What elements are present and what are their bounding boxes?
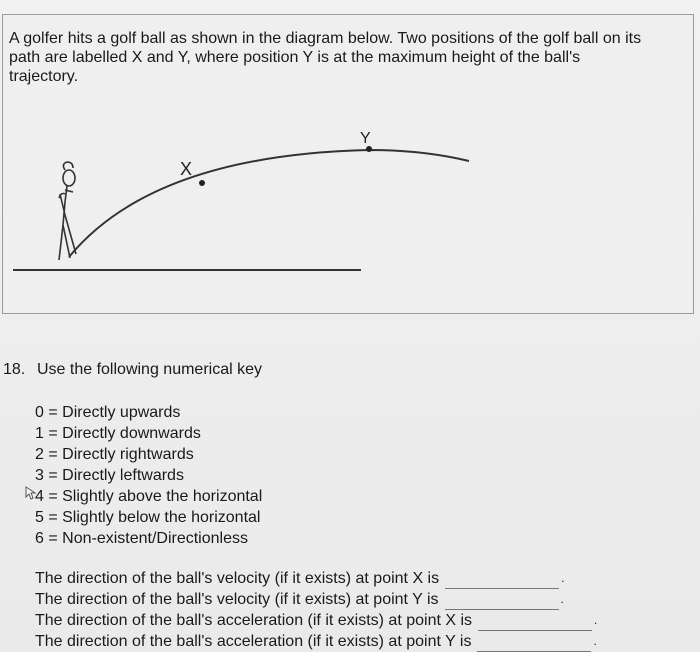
key-item: 5 = Slightly below the horizontal [35,509,261,526]
answer-punctuation: . [594,613,598,627]
question-prompt: Use the following numerical key [37,361,262,378]
subquestion-text: The direction of the ball's acceleration (if it exists) at point Y is [35,633,472,650]
subquestion-text: The direction of the ball's acceleration (if it exists) at point X is [35,612,473,629]
key-item: 2 = Directly rightwards [35,446,194,463]
answer-punctuation: . [560,592,564,606]
answer-blank[interactable] [478,614,592,631]
problem-box [2,14,694,314]
label-y: Y [360,130,371,147]
point-x-marker [199,180,205,186]
answer-blank[interactable] [445,593,559,610]
problem-intro: A golfer hits a golf ball as shown in the diagram below. Two positions of the golf ball on its path are labelled X and Y, where position Y is at the maximum height of the ball's trajectory. [9,30,642,85]
mouse-pointer-icon [25,486,37,500]
numerical-key-list [35,402,262,549]
key-item: 0 = Directly upwards [35,404,181,421]
subquestion-list [35,568,597,652]
golfer-figure [59,162,76,260]
answer-punctuation: . [561,571,565,585]
subquestion-row [35,568,597,589]
subquestion-text: The direction of the ball's velocity (if it exists) at point Y is [35,591,439,608]
subquestion-row [35,589,597,610]
label-x: X [180,159,193,179]
key-item: 3 = Directly leftwards [35,467,184,484]
key-item: 1 = Directly downwards [35,425,201,442]
subquestion-row [35,610,597,631]
trajectory-path [69,150,469,257]
answer-punctuation: . [593,634,597,648]
subquestion-row [35,631,597,652]
question-number: 18. [3,361,26,378]
key-item: 6 = Non-existent/Directionless [35,530,248,547]
key-item: 4 = Slightly above the horizontal [35,488,263,505]
golf-diagram [3,110,693,280]
answer-blank[interactable] [445,572,559,589]
answer-blank[interactable] [477,635,591,652]
subquestion-text: The direction of the ball's velocity (if it exists) at point X is [35,570,440,587]
